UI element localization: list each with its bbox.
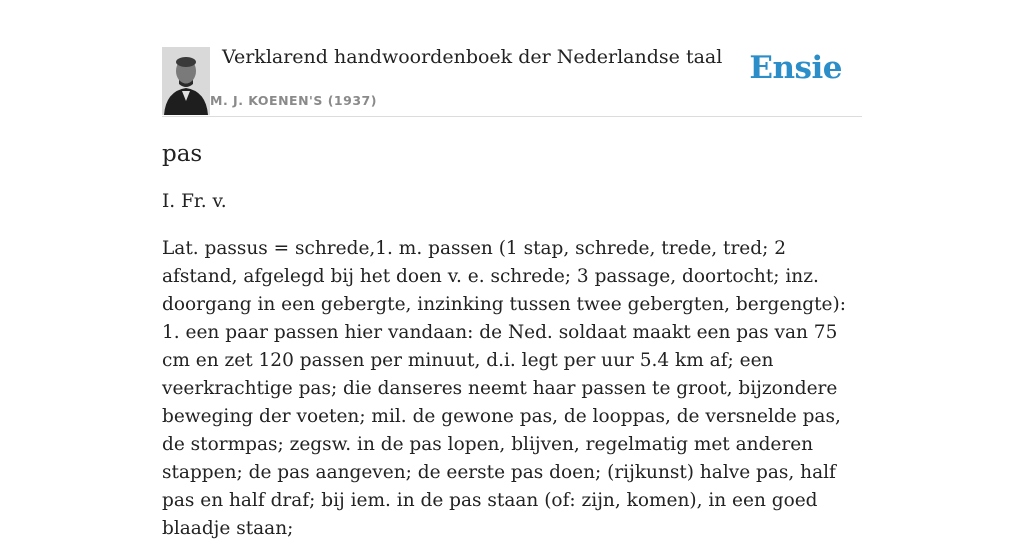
- brand-logo-link[interactable]: Ensie: [749, 50, 842, 86]
- entry-etymology: Lat. passus = schrede,1. m. passen (1 stap, schrede, trede, tred; 2 afstand, afgelegd bij het doen v. e. schrede; 3 passage, doortocht; inz. doorgang in een gebergte, inzinking tussen twee gebergten, bergengte):: [162, 238, 846, 315]
- book-subtitle: M. J. KOENEN'S (1937): [210, 93, 377, 108]
- author-portrait-icon: [162, 47, 210, 115]
- page-header: [162, 0, 862, 117]
- entry-headword: pas: [162, 141, 203, 167]
- entry-content: [162, 138, 862, 543]
- entry-grammar: I. Fr. v.: [162, 191, 227, 212]
- entry-sense-1: 1. een paar passen hier vandaan: de Ned. soldaat maakt een pas van 75 cm en zet 120 passen per minuut, d.i. legt per uur 5.4 km af; een veerkrachtige pas; die danseres neemt haar passen te groot, bijzondere beweging der voeten; mil. de gewone pas, de looppas, de versnelde pas, de stormpas; zegsw. in de pas lopen, blijven, regelmatig met anderen stappen; de pas aangeven; de eerste pas doen; (rijkunst) halve pas, half pas en half draf; bij iem. in de pas staan (of: zijn, komen), in een goed blaadje staan;: [162, 322, 841, 539]
- entry-definition: [162, 235, 862, 543]
- book-title: Verklarend handwoordenboek der Nederlandse taal: [222, 46, 723, 68]
